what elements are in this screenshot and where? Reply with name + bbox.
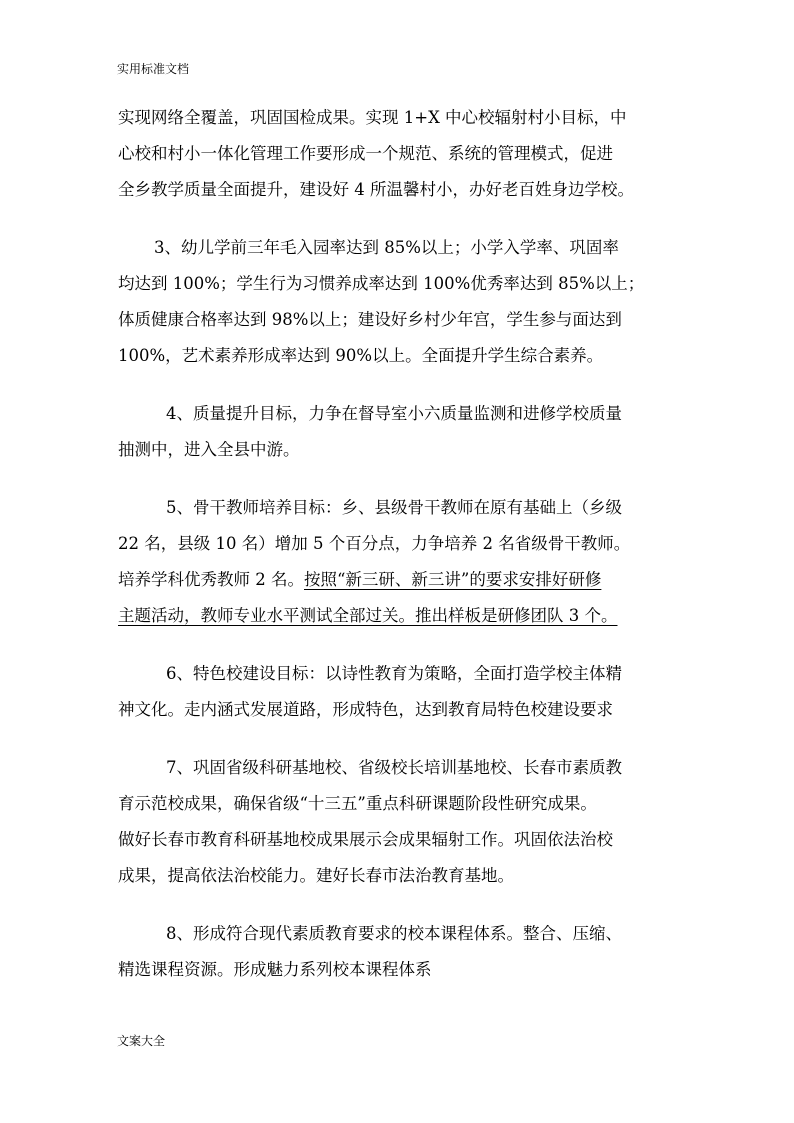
text-line: 7、巩固省级科研基地校、省级校长培训基地校、长春市素质教 <box>166 758 622 777</box>
document-body <box>118 100 690 988</box>
underlined-text-segment: 按照“新三研、新三讲”的要求安排好研修 <box>304 570 602 589</box>
text-line: 100%，艺术素养形成率达到 90%以上。全面提升学生综合素养。 <box>118 346 604 365</box>
page-footer: 文案大全 <box>117 1034 166 1048</box>
paragraph-item-3 <box>118 230 690 374</box>
paragraph-item-8 <box>118 916 690 988</box>
text-line: 22 名，县级 10 名）增加 5 个百分点，力争培养 2 名省级骨干教师。 <box>118 534 631 553</box>
text-line: 实现网络全覆盖，巩固国检成果。实现 1+X 中心校辐射村小目标，中 <box>118 108 627 127</box>
underlined-text-line: 主题活动，教师专业水平测试全部过关。推出样板是研修团队 3 个。 <box>118 606 618 625</box>
text-line: 5、骨干教师培养目标：乡、县级骨干教师在原有基础上（乡级 <box>166 498 622 517</box>
paragraph-item-6 <box>118 656 690 728</box>
text-line: 心校和村小一体化管理工作要形成一个规范、系统的管理模式，促进 <box>118 144 613 163</box>
text-line <box>118 562 690 598</box>
text-line: 均达到 100%；学生行为习惯养成率达到 100%优秀率达到 85%以上； <box>118 274 645 293</box>
text-line: 体质健康合格率达到 98%以上；建设好乡村少年宫，学生参与面达到 <box>118 310 622 329</box>
text-line: 抽测中，进入全县中游。 <box>118 440 300 459</box>
text-line: 全乡教学质量全面提升，建设好 4 所温馨村小，办好老百姓身边学校。 <box>118 180 634 199</box>
text-line: 6、特色校建设目标：以诗性教育为策略，全面打造学校主体精 <box>166 664 622 683</box>
paragraph-item-5 <box>118 490 690 634</box>
paragraph-item-4 <box>118 396 690 468</box>
paragraph-1 <box>118 100 690 208</box>
text-line: 神文化。走内涵式发展道路，形成特色，达到教育局特色校建设要求 <box>118 700 613 719</box>
page-header: 实用标准文档 <box>117 62 190 76</box>
text-line: 成果，提高依法治校能力。建好长春市法治教育基地。 <box>118 866 514 885</box>
text-line: 4、质量提升目标，力争在督导室小六质量监测和进修学校质量 <box>166 404 622 423</box>
text-line: 做好长春市教育科研基地校成果展示会成果辐射工作。巩固依法治校 <box>118 830 613 849</box>
paragraph-item-7 <box>118 750 690 894</box>
text-line: 育示范校成果，确保省级“十三五”重点科研课题阶段性研究成果。 <box>118 794 597 813</box>
text-line: 精选课程资源。形成魅力系列校本课程体系 <box>118 960 432 979</box>
text-segment: 培养学科优秀教师 2 名。 <box>118 570 304 589</box>
text-line: 8、形成符合现代素质教育要求的校本课程体系。整合、压缩、 <box>166 924 622 943</box>
text-line: 3、幼儿学前三年毛入园率达到 85%以上；小学入学率、巩固率 <box>154 238 619 257</box>
